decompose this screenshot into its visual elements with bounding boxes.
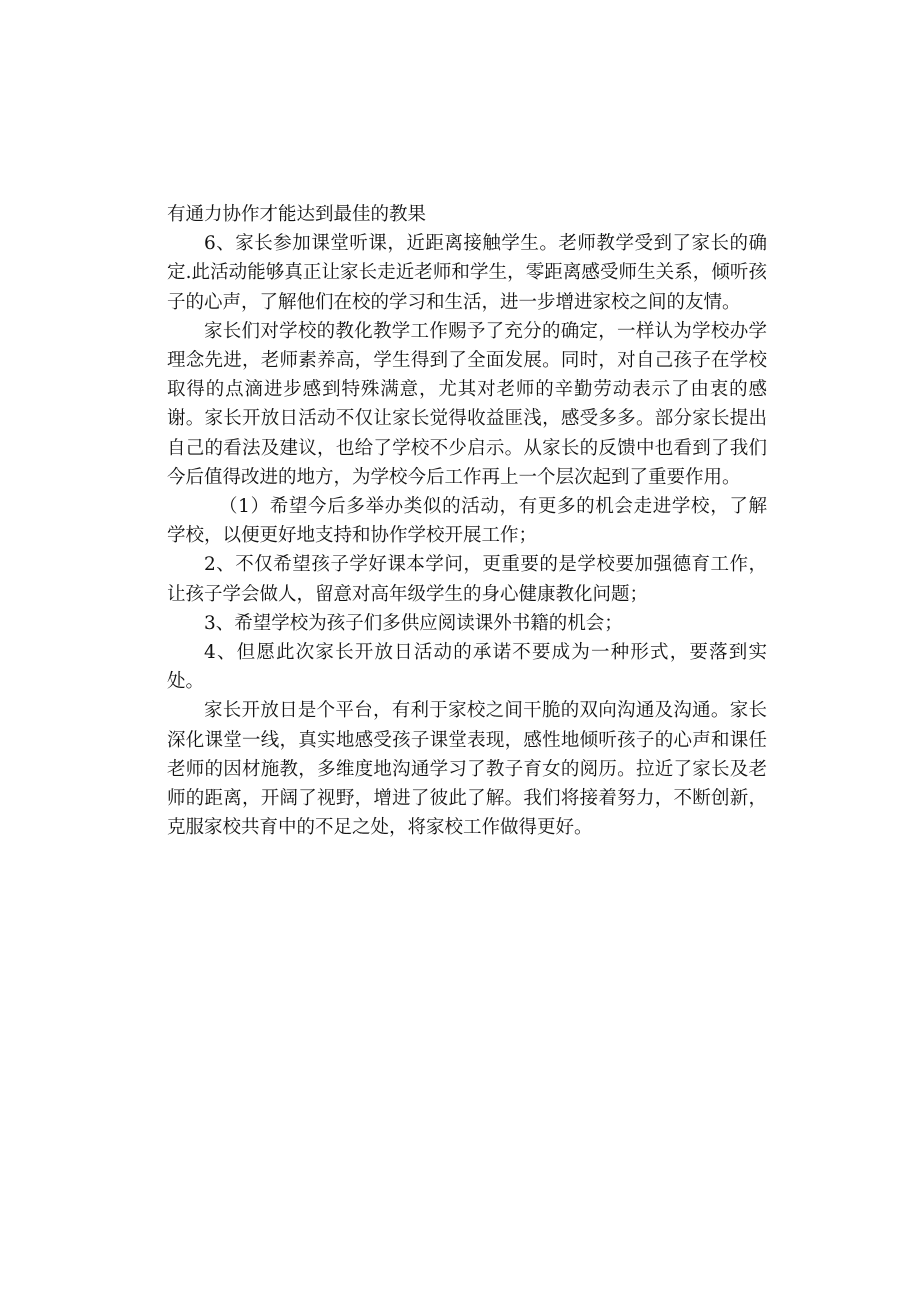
paragraph-conclusion: 家长开放日是个平台，有利于家校之间干脆的双向沟通及沟通。家长深化课堂一线，真实地感受孩子课堂表现，感性地倾听孩子的心声和课任老师的因材施教，多维度地沟通学习了教子育女的阅历。拉近了家长及老师的距离，开阔了视野，增进了彼此了解。我们将接着努力，不断创新，克服家校共育中的不足之处，将家校工作做得更好。 [167, 700, 767, 839]
document-body [167, 200, 767, 842]
suggestion-item-1: （1）希望今后多举办类似的活动，有更多的机会走进学校，了解学校，以便更好地支持和协作学校开展工作； [167, 496, 767, 547]
paragraph-parent-feedback: 家长们对学校的教化教学工作赐予了充分的确定，一样认为学校办学理念先进，老师素养高，学生得到了全面发展。同时，对自己孩子在学校取得的点滴进步感到特殊满意，尤其对老师的辛勤劳动表示了由衷的感谢。家长开放日活动不仅让家长觉得收益匪浅，感受多多。部分家长提出自己的看法及建议，也给了学校不少启示。从家长的反馈中也看到了我们今后值得改进的地方，为学校今后工作再上一个层次起到了重要作用。 [167, 320, 767, 488]
paragraph-item-6: 6、家长参加课堂听课，近距离接触学生。老师教学受到了家长的确定.此活动能够真正让家长走近老师和学生，零距离感受师生关系，倾听孩子的心声，了解他们在校的学习和生活，进一步增进家校之间的友情。 [167, 233, 767, 313]
paragraph-continuation: 有通力协作才能达到最佳的教果 [167, 204, 427, 225]
suggestion-item-3: 3、希望学校为孩子们多供应阅读课外书籍的机会； [204, 612, 623, 634]
suggestion-item-2: 2、不仅希望孩子学好课本学问，更重要的是学校要加强德育工作，让孩子学会做人，留意对高年级学生的身心健康教化问题； [167, 554, 767, 605]
suggestion-item-4: 4、但愿此次家长开放日活动的承诺不要成为一种形式，要落到实处。 [167, 642, 767, 693]
